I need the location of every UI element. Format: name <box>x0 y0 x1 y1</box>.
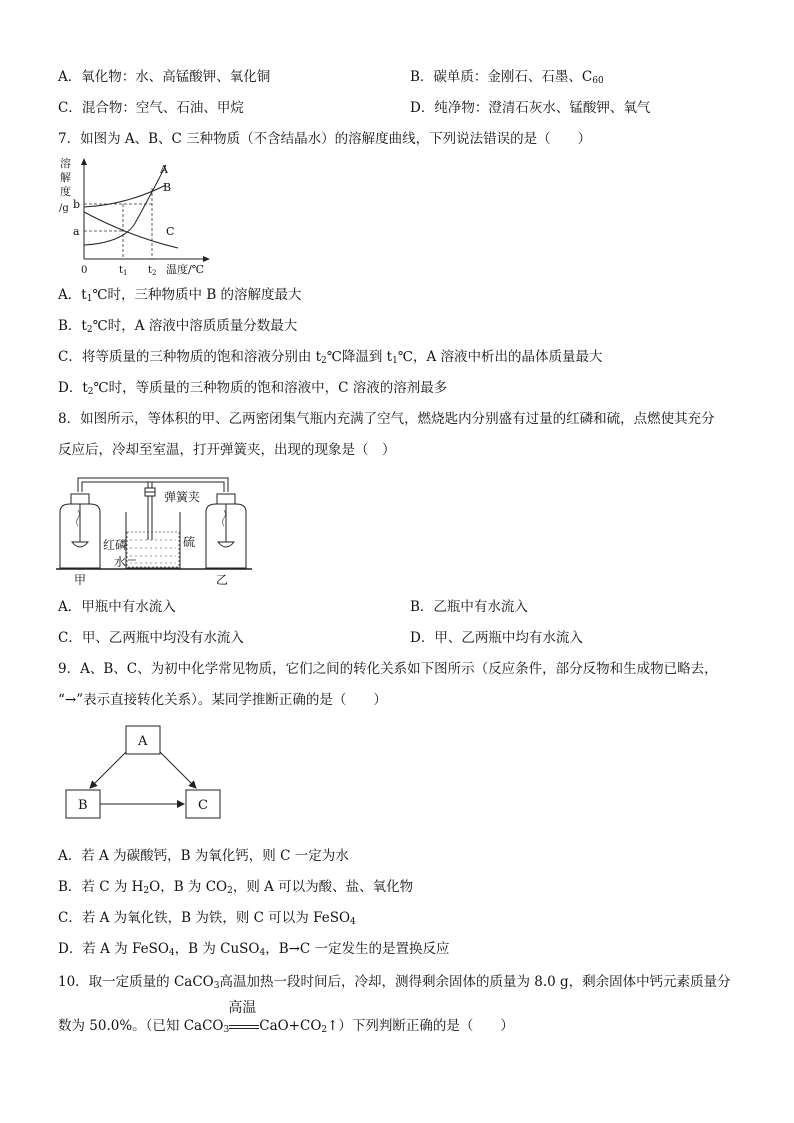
svg-text:A: A <box>138 734 148 749</box>
q10-line2: 数为 50.0%。（已知 CaCO$_3$ 高温 $CaO+CO_2↑$）下列判断正确的是（ ） <box>58 1000 514 1035</box>
q7-option-c: C．将等质量的三种物质的饱和溶液分别由 $t_2℃$降温到 $t_1℃$，A 溶液中析出的晶体质量最大 <box>58 349 603 366</box>
q8-stem-line1: 8．如图所示，等体积的甲、乙两密闭集气瓶内充满了空气，燃烧匙内分别盛有过量的红磷和硫，点燃使其充分 <box>58 411 715 427</box>
svg-text:解: 解 <box>60 171 71 184</box>
q6-option-c: C．混合物：空气、石油、甲烷 <box>58 100 244 116</box>
q7-stem: 7．如图为 A、B、C 三种物质（不含结晶水）的溶解度曲线，下列说法错误的是（ ） <box>58 131 592 147</box>
svg-text:t1: $t_1$ <box>119 265 128 277</box>
arrow-a-to-c <box>160 752 196 788</box>
svg-text:C: C <box>198 798 208 813</box>
q9-option-b: B．若 C 为 $H_2O$，B 为 $CO_2$，则 A 可以为酸、盐、氧化物 <box>58 879 414 896</box>
svg-text:甲: 甲 <box>74 573 87 587</box>
q7-option-a: A．$t_1℃$时，三种物质中 B 的溶解度最大 <box>58 287 302 304</box>
svg-text:红磷: 红磷 <box>103 538 128 552</box>
conversion-diagram <box>60 722 225 822</box>
svg-text:度: 度 <box>60 185 71 198</box>
q8-stem-line2: 反应后，冷却至室温，打开弹簧夹，出现的现象是（ ） <box>58 442 396 458</box>
svg-text:B: B <box>78 798 88 813</box>
svg-text:t2: $t_2$ <box>148 265 157 277</box>
svg-text:b: b <box>73 198 81 211</box>
solubility-curve-graph <box>56 155 216 280</box>
svg-text:硫: 硫 <box>183 535 196 549</box>
q6-option-a: A．氧化物：水、高锰酸钾、氧化铜 <box>58 69 271 85</box>
curve-c <box>84 212 178 248</box>
q6-option-b: B．碳单质：金刚石、石墨、$C_{60}$ <box>410 69 604 86</box>
curve-a <box>84 165 166 245</box>
q8-option-b: B．乙瓶中有水流入 <box>410 599 528 615</box>
svg-text:/g: /g <box>59 203 69 214</box>
svg-text:B: B <box>163 181 172 194</box>
svg-text:弹簧夹: 弹簧夹 <box>164 490 201 504</box>
q7-option-d: D．$t_2℃$时，等质量的三种物质的饱和溶液中，C 溶液的溶剂最多 <box>58 380 448 397</box>
q8-option-d: D．甲、乙两瓶中均有水流入 <box>410 630 583 646</box>
svg-text:C: C <box>166 225 175 238</box>
reaction-condition: 高温 <box>229 1016 259 1036</box>
svg-text:溶: 溶 <box>60 157 71 170</box>
q9-option-a: A．若 A 为碳酸钙，B 为氧化钙，则 C 一定为水 <box>58 848 349 864</box>
q8-option-c: C．甲、乙两瓶中均没有水流入 <box>58 630 244 646</box>
q9-stem-line1: 9．A、B、C、为初中化学常见物质，它们之间的转化关系如下图所示（反应条件，部分反物和生成物已略去， <box>58 661 718 677</box>
svg-text:0: 0 <box>81 265 88 276</box>
q9-option-c: C．若 A 为氧化铁，B 为铁，则 C 可以为 FeSO$_4$ <box>58 910 356 927</box>
q6-option-d: D．纯净物：澄清石灰水、锰酸钾、氧气 <box>410 100 651 116</box>
svg-text:a: a <box>73 225 80 238</box>
svg-text:温度/℃: 温度/℃ <box>166 263 205 276</box>
q9-stem-line2: “→”表示直接转化关系）。某同学推断正确的是（ ） <box>58 692 387 708</box>
q10-line1: 10．取一定质量的 CaCO$_3$高温加热一段时间后，冷却，测得剩余固体的质量为 8.0 g，剩余固体中钙元素质量分 <box>58 974 731 991</box>
svg-text:乙: 乙 <box>216 573 229 587</box>
arrow-a-to-b <box>90 752 126 788</box>
svg-text:水: 水 <box>114 555 127 569</box>
q9-option-d: D．若 A 为 FeSO$_4$，B 为 CuSO$_4$，B→C 一定发生的是置换反应 <box>58 941 450 958</box>
q8-option-a: A．甲瓶中有水流入 <box>58 599 176 615</box>
svg-text:A: A <box>160 163 168 176</box>
gas-bottle-apparatus <box>56 470 256 590</box>
q7-option-b: B．$t_2℃$时，A 溶液中溶质质量分数最大 <box>58 318 298 335</box>
